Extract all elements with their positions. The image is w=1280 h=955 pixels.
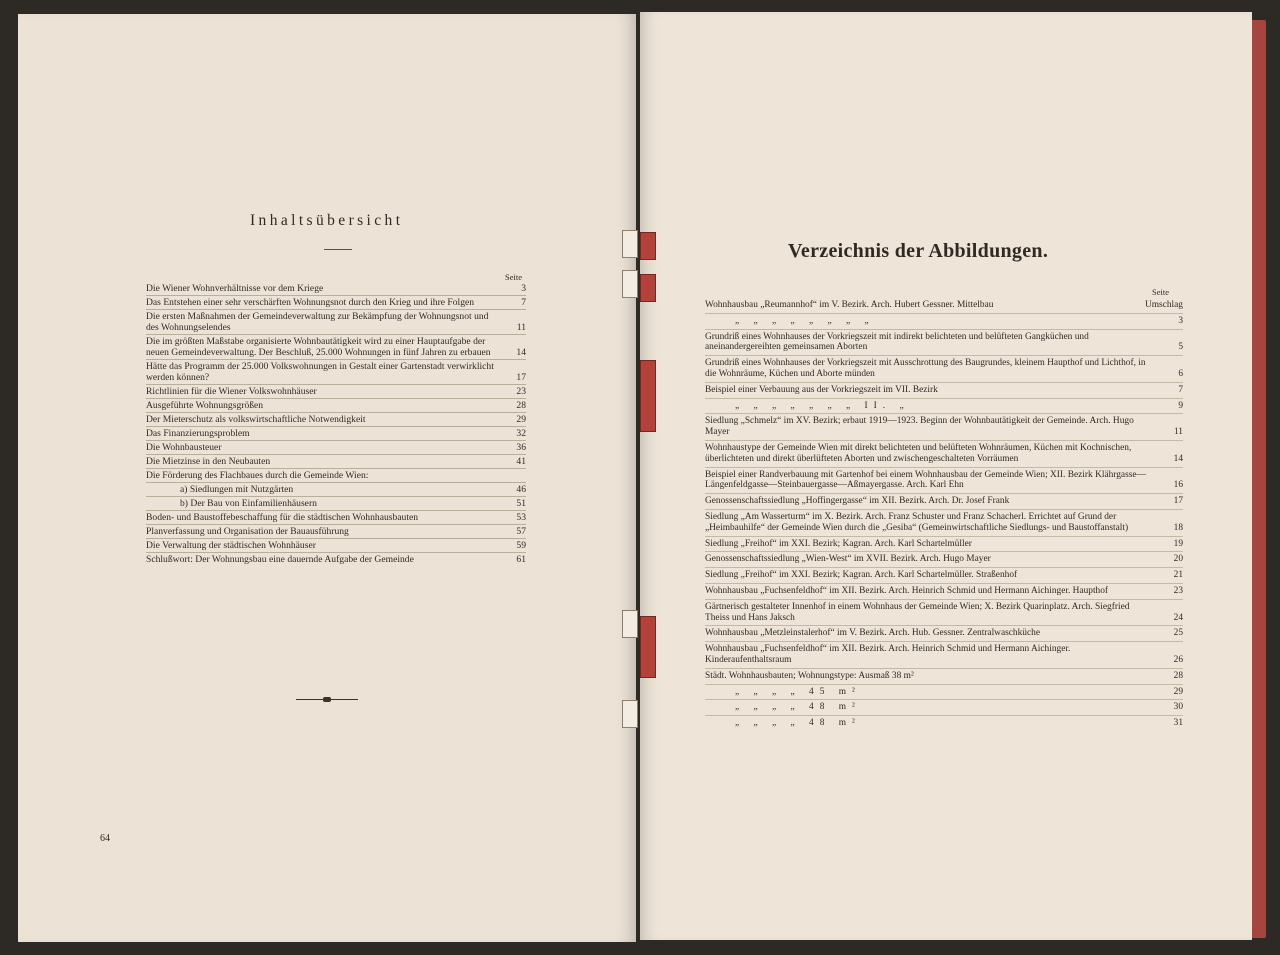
toc-entry xyxy=(146,470,526,481)
figure-entry-title: Wohnhausbau „Fuchsenfeldhof“ im XII. Bezirk. Arch. Heinrich Schmid und Hermann Aichinger. Kinderaufenthaltsraum xyxy=(705,644,1071,665)
page-number: 64 xyxy=(100,833,110,844)
toc-entry xyxy=(146,283,526,294)
toc-entry-page: 28 xyxy=(516,400,526,411)
binding-hole xyxy=(622,610,638,638)
figure-entry-title: „ „ „ „ 45 m² xyxy=(735,686,861,697)
toc-entry xyxy=(146,526,526,537)
figure-entry-page: 5 xyxy=(1178,342,1183,353)
figure-entry xyxy=(705,687,1183,698)
toc-entry-page: 11 xyxy=(516,322,526,333)
toc-entry-title: Die ersten Maßnahmen der Gemeindeverwaltung zur Bekämpfung der Wohnungsnot und des Wohnungselendes xyxy=(146,311,489,333)
binding-hole xyxy=(640,616,656,678)
figure-entry-page: 31 xyxy=(1173,718,1183,729)
binding-hole xyxy=(640,360,656,432)
toc-entry xyxy=(146,311,526,333)
toc-entry-title: Die Mietzinse in den Neubauten xyxy=(146,456,271,467)
figure-entry xyxy=(705,671,1183,682)
figure-entry-title: Beispiel einer Verbauung aus der Vorkriegszeit im VII. Bezirk xyxy=(705,384,938,395)
toc-entry xyxy=(146,336,526,358)
toc-entry-page: 59 xyxy=(516,540,526,551)
figure-entry-page: 20 xyxy=(1173,554,1183,565)
toc-entry xyxy=(146,540,526,551)
binding-hole xyxy=(622,270,638,298)
figures-heading: Verzeichnis der Abbildungen. xyxy=(788,240,1049,262)
toc-entry xyxy=(146,400,526,411)
toc-entry xyxy=(146,484,526,495)
heading-rule xyxy=(324,249,352,250)
binding-hole xyxy=(622,230,638,258)
binding-hole xyxy=(640,274,656,302)
toc-heading: Inhaltsübersicht xyxy=(250,212,404,229)
toc-entry-title: Die Verwaltung der städtischen Wohnhäuser xyxy=(146,540,316,551)
figure-entry-title: Genossenschaftssiedlung „Hoffingergasse“ im XII. Bezirk. Arch. Dr. Josef Frank xyxy=(705,496,1010,507)
figure-entry-page: 23 xyxy=(1173,585,1183,596)
toc-entry-title: Ausgeführte Wohnungsgrößen xyxy=(146,400,264,411)
toc-entry-title: a) Siedlungen mit Nutzgärten xyxy=(180,484,294,495)
toc-entry xyxy=(146,442,526,453)
figure-entry-page: 3 xyxy=(1178,315,1183,326)
binding-hole xyxy=(640,232,656,260)
figure-entry-page: 6 xyxy=(1178,368,1183,379)
toc-entry xyxy=(146,512,526,523)
toc-entry xyxy=(146,297,526,308)
toc-entry-page: 51 xyxy=(516,498,526,509)
figure-entry xyxy=(705,332,1183,354)
toc-entry-title: Richtlinien für die Wiener Volkswohnhäuser xyxy=(146,386,317,397)
toc-entry-title: Die Wohnbausteuer xyxy=(146,442,222,453)
figure-entry-page: Umschlag xyxy=(1144,300,1183,310)
toc-entry-page: 61 xyxy=(516,554,526,565)
toc-entry-title: Die Wiener Wohnverhältnisse vor dem Kriege xyxy=(146,283,324,294)
figure-entry-title: Wohnhausbau „Reumannhof“ im V. Bezirk. Arch. Hubert Gessner. Mittelbau xyxy=(705,300,994,310)
toc-entry-page: 3 xyxy=(521,283,526,294)
toc-entry-title: Schlußwort: Der Wohnungsbau eine dauernde Aufgabe der Gemeinde xyxy=(146,554,414,565)
toc-entry-page: 57 xyxy=(516,526,526,537)
figure-entry xyxy=(705,512,1183,534)
figure-entry-title: Wohnhaustype der Gemeinde Wien mit direkt belichteten und belüfteten Wohnräumen, Küchen mit Kochnischen, überlichteten und direkt überlüfteten Aborten und zwischengeschalteten Vorräumen xyxy=(705,442,1132,464)
toc-entry-page: 53 xyxy=(516,512,526,523)
toc-entry-title: Planverfassung und Organisation der Bauausführung xyxy=(146,526,349,537)
table-of-contents xyxy=(146,283,526,568)
figure-entry-title: Siedlung „Schmelz“ im XV. Bezirk; erbaut 1919—1923. Beginn der Wohnbautätigkeit der Gemeinde. Arch. Hugo Mayer xyxy=(705,416,1134,438)
figure-entry-title: „ „ „ „ „ „ „ „ xyxy=(735,315,875,326)
binding-holes xyxy=(622,230,658,750)
toc-entry xyxy=(146,361,526,383)
figure-entry-page: 26 xyxy=(1173,654,1183,665)
figure-entry-page: 19 xyxy=(1173,538,1183,549)
figure-entry-title: Siedlung „Freihof“ im XXI. Bezirk; Kagran. Arch. Karl Schartelmüller. Straßenhof xyxy=(705,570,1018,581)
toc-entry-page: 32 xyxy=(516,428,526,439)
figure-entry-page: 7 xyxy=(1178,384,1183,395)
toc-entry-title: b) Der Bau von Einfamilienhäusern xyxy=(180,498,317,509)
figure-entry xyxy=(705,539,1183,550)
toc-entry-title: Das Entstehen einer sehr verschärften Wohnungsnot durch den Krieg und ihre Folgen xyxy=(146,297,475,308)
figure-entry xyxy=(705,470,1183,492)
figure-entry-title: Genossenschaftssiedlung „Wien-West“ im XVII. Bezirk. Arch. Hugo Mayer xyxy=(705,554,991,565)
figure-entry xyxy=(705,496,1183,507)
figure-entry-title: Wohnhausbau „Fuchsenfeldhof“ im XII. Bezirk. Arch. Heinrich Schmid und Hermann Aichinger. Haupthof xyxy=(705,585,1109,596)
figure-entry-title: Beispiel einer Randverbauung mit Gartenhof bei einem Wohnhausbau der Gemeinde Wien; XII. Bezirk Klährgasse—Längenfeldgasse—Steinbauergasse—Aßmayergasse. Arch. Karl Ehn xyxy=(705,469,1146,491)
toc-entry-page: 7 xyxy=(521,297,526,308)
toc-entry-page: 41 xyxy=(516,456,526,467)
toc-entry-title: Hätte das Programm der 25.000 Volkswohnungen in Gestalt einer Gartenstadt verwirklicht werden können? xyxy=(146,361,494,383)
figure-entry xyxy=(705,300,1183,311)
toc-entry-page: 23 xyxy=(516,386,526,397)
toc-entry xyxy=(146,414,526,425)
toc-entry-title: Boden- und Baustoffebeschaffung für die städtischen Wohnhausbauten xyxy=(146,512,419,523)
figure-entry xyxy=(705,644,1183,666)
toc-entry xyxy=(146,554,526,565)
toc-entry-page: 36 xyxy=(516,442,526,453)
toc-entry xyxy=(146,498,526,509)
toc-entry-page: 46 xyxy=(516,484,526,495)
figure-entry xyxy=(705,570,1183,581)
figure-entry-title: Grundriß eines Wohnhauses der Vorkriegszeit mit indirekt belichteten und belüfteten Gangküchen und aneinandergereihten gemeinsamen Aborten xyxy=(705,331,1089,353)
figure-entry-page: 29 xyxy=(1173,686,1183,697)
figure-entry-title: Wohnhausbau „Metzleinstalerhof“ im V. Bezirk. Arch. Hub. Gessner. Zentralwaschküche xyxy=(705,628,1040,639)
figure-entry-page: 21 xyxy=(1173,570,1183,581)
toc-entry-page: 14 xyxy=(516,347,526,358)
toc-entry-page: 29 xyxy=(516,414,526,425)
figure-entry-title: Grundriß eines Wohnhauses der Vorkriegszeit mit Ausschrottung des Baugrundes, kleinem Haupthof und Lichthof, in die Wohnräume, Küchen und Aborte münden xyxy=(705,358,1146,379)
figure-entry xyxy=(705,554,1183,565)
figure-entry xyxy=(705,628,1183,639)
figure-entry xyxy=(705,416,1183,438)
binding-hole xyxy=(622,700,638,728)
figure-entry xyxy=(705,602,1183,624)
figure-entry-title: Siedlung „Freihof“ im XXI. Bezirk; Kagran. Arch. Karl Schartelmüller xyxy=(705,538,972,549)
toc-entry-page: 17 xyxy=(516,372,526,383)
toc-entry-title: Der Mieterschutz als volkswirtschaftliche Notwendigkeit xyxy=(146,414,366,425)
figure-entry xyxy=(705,401,1183,412)
figure-entry xyxy=(705,316,1183,327)
figure-entry xyxy=(705,385,1183,396)
figure-entry-page: 16 xyxy=(1173,480,1183,491)
figure-entry xyxy=(705,702,1183,713)
figure-entry-page: 11 xyxy=(1173,427,1183,438)
figure-entry-title: „ „ „ „ „ „ „ II. „ xyxy=(735,400,910,411)
figure-entry-title: „ „ „ „ 48 m² xyxy=(735,702,861,713)
figure-entry-title: „ „ „ „ 48 m² xyxy=(735,718,861,729)
toc-entry-title: Das Finanzierungsproblem xyxy=(146,428,250,439)
figure-entry-page: 9 xyxy=(1178,400,1183,411)
toc-entry xyxy=(146,386,526,397)
figure-entry xyxy=(705,443,1183,465)
figure-entry xyxy=(705,586,1183,597)
toc-entry-title: Die im größten Maßstabe organisierte Wohnbautätigkeit wird zu einer Hauptaufgabe der neuen Gemeindeverwaltung. Der Beschluß, 25.000 Wohnungen in fünf Jahren zu erbauen xyxy=(146,336,491,358)
figure-entry-title: Gärtnerisch gestalteter Innenhof in einem Wohnhaus der Gemeinde Wien; X. Bezirk Quarinplatz. Arch. Siegfried Theiss und Hans Jaksch xyxy=(705,601,1130,623)
figure-entry-title: Siedlung „Am Wasserturm“ im X. Bezirk. Arch. Franz Schuster und Franz Schacherl. Errichtet auf Grund der „Heimbauhilfe“ der Gemeinde Wien durch die „Gesiba“ (Gemeinwirtschaftliche Siedlungs- und Baustoffanstalt) xyxy=(705,511,1129,533)
figure-entry xyxy=(705,718,1183,729)
decorative-ornament xyxy=(323,697,331,702)
toc-entry-title: Die Förderung des Flachbaues durch die Gemeinde Wien: xyxy=(146,470,369,481)
figures-list xyxy=(705,300,1183,734)
figure-entry xyxy=(705,358,1183,380)
seite-label-right: Seite xyxy=(1152,287,1169,297)
figure-entry-page: 17 xyxy=(1173,496,1183,507)
figure-entry-page: 14 xyxy=(1173,453,1183,464)
seite-label-left: Seite xyxy=(505,272,522,282)
toc-entry xyxy=(146,456,526,467)
figure-entry-page: 28 xyxy=(1173,670,1183,681)
figure-entry-page: 30 xyxy=(1173,702,1183,713)
figure-entry-page: 24 xyxy=(1173,612,1183,623)
figure-entry-title: Städt. Wohnhausbauten; Wohnungstype: Ausmaß 38 m² xyxy=(705,670,914,681)
figure-entry-page: 25 xyxy=(1173,628,1183,639)
toc-entry xyxy=(146,428,526,439)
figure-entry-page: 18 xyxy=(1173,522,1183,533)
